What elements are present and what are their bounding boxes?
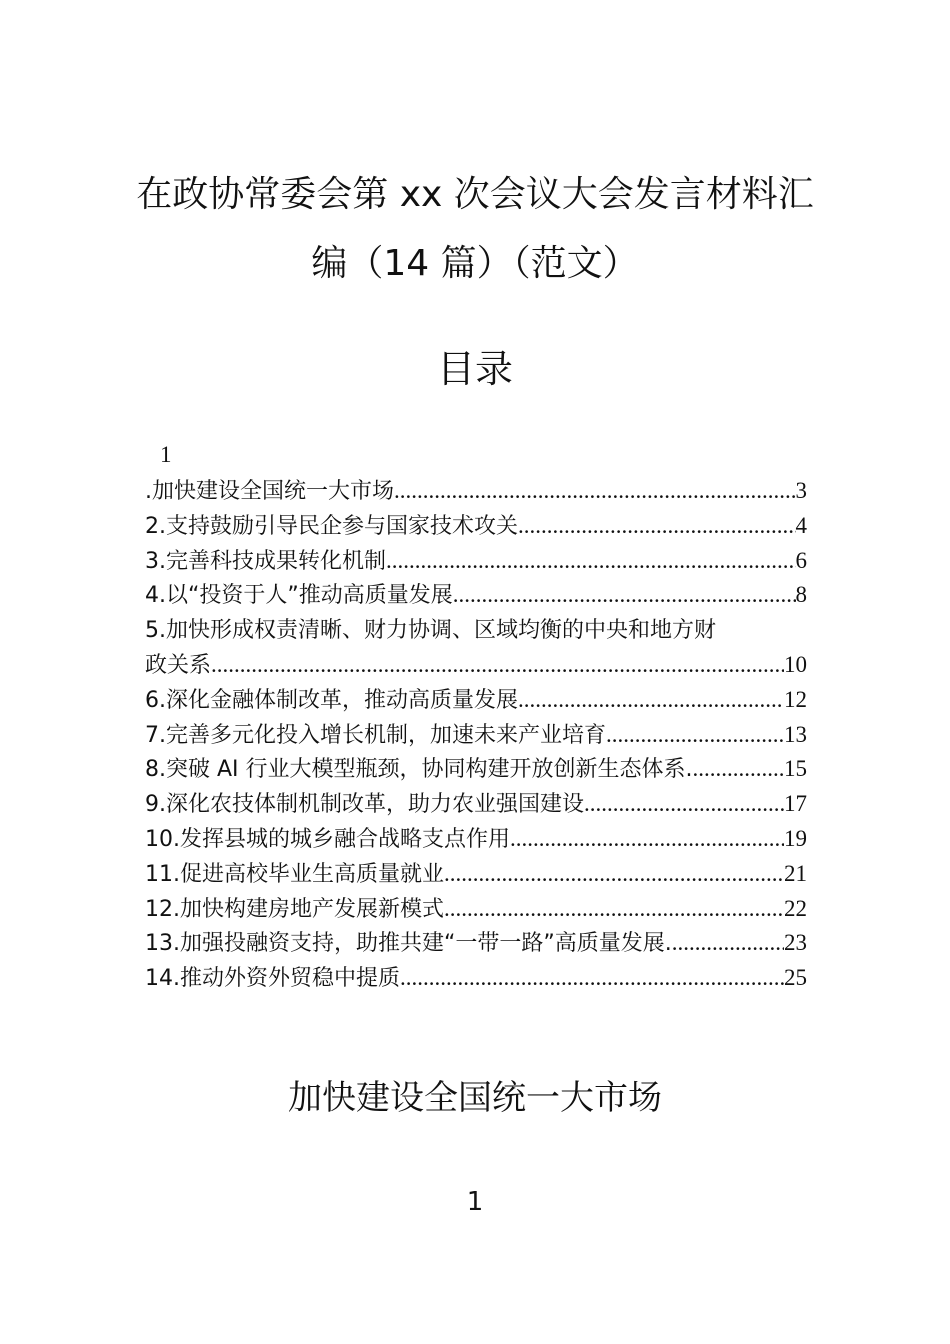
toc-dot-leader: [672, 926, 784, 961]
toc-entry-page: 12: [784, 686, 807, 712]
toc-entry-label: 2.支持鼓励引导民企参与国家技术攻关: [145, 513, 518, 539]
toc-entry-4[interactable]: [145, 578, 807, 613]
page-number: 1: [466, 1187, 484, 1217]
toc-entry-page: 10: [784, 651, 807, 677]
section-heading: 加快建设全国统一大市场: [288, 1078, 662, 1118]
toc-entry-label: 14.推动外资外贸稳中提质: [145, 966, 400, 992]
toc-entry-13[interactable]: [145, 926, 807, 961]
toc-dot-leader: [394, 474, 796, 509]
toc-entry-label: 10.发挥县城的城乡融合战略支点作用: [145, 826, 510, 852]
toc-dot-leader: [386, 544, 796, 579]
toc-dot-leader: [584, 787, 784, 822]
toc-entry-page: 23: [784, 930, 807, 956]
toc-dot-leader: [510, 822, 784, 857]
toc-entry-label: 3.完善科技成果转化机制: [145, 548, 386, 574]
toc-entry-page: 3: [795, 478, 807, 503]
toc-first-entry-number: 1: [160, 442, 172, 467]
toc-entry-2[interactable]: [145, 509, 807, 544]
toc-entry-label: 6.深化金融体制改革，推动高质量发展: [145, 687, 518, 713]
toc-entry-label: 5.加快形成权责清晰、财力协调、区域均衡的中央和地方财: [145, 618, 716, 644]
toc-entry-page: 21: [784, 860, 807, 886]
toc-entry-11[interactable]: [145, 857, 807, 892]
toc-entry-page: 25: [784, 965, 807, 991]
toc-entry-12[interactable]: [145, 892, 807, 927]
toc-dot-leader: [453, 578, 796, 613]
toc-entry-label: 12.加快构建房地产发展新模式: [145, 896, 444, 922]
toc-dot-leader: [518, 509, 796, 544]
toc-entry-page: 15: [784, 756, 807, 782]
toc-entry-5[interactable]: [145, 648, 807, 683]
toc-entry-label: 11.促进高校毕业生高质量就业: [145, 861, 444, 887]
toc-dot-leader: [400, 961, 784, 996]
toc-entry-14[interactable]: [145, 961, 807, 996]
toc-entry-5-line-1[interactable]: [145, 613, 807, 648]
toc-entry-label: 13.加强投融资支持，助推共建“一带一路”高质量发展.: [145, 931, 672, 957]
toc-entry-label: 9.深化农技体制机制改革，助力农业强国建设: [145, 792, 584, 818]
toc-entry-6[interactable]: [145, 683, 807, 718]
toc-entry-page: 4: [795, 512, 807, 538]
toc-entry-9[interactable]: [145, 787, 807, 822]
toc-entry-label: .加快建设全国统一大市场: [145, 479, 394, 504]
toc-entry-10[interactable]: [145, 822, 807, 857]
toc-dot-leader: [444, 892, 784, 927]
toc-entry-page: 17: [784, 791, 807, 817]
toc-entry-page: 13: [784, 721, 807, 747]
toc-entry-label: 7.完善多元化投入增长机制，加速未来产业培育: [145, 722, 606, 748]
toc-entry-page: 19: [784, 825, 807, 851]
toc-dot-leader: [693, 752, 784, 787]
toc-entry-page: 8: [795, 582, 807, 608]
toc-dot-leader: [518, 683, 784, 718]
toc-entry-1[interactable]: [145, 474, 807, 509]
toc-heading: 目录: [436, 347, 513, 391]
toc-entry-label: 政关系: [145, 652, 212, 678]
toc-entry-7[interactable]: [145, 718, 807, 753]
toc-entry-label: 4.以“投资于人”推动高质量发展: [145, 583, 453, 609]
toc-dot-leader: [211, 648, 784, 683]
toc-entry-page: 22: [784, 895, 807, 921]
toc-entry-page: 6: [795, 547, 807, 573]
toc-dot-leader: [444, 857, 784, 892]
table-of-contents: [145, 474, 807, 996]
toc-entry-3[interactable]: [145, 544, 807, 579]
toc-entry-8[interactable]: [145, 752, 807, 787]
toc-entry-label: 8.突破 AI 行业大模型瓶颈，协同构建开放创新生态体系.: [145, 757, 693, 783]
document-title-line-2: 编（14 篇）（范文）: [311, 243, 639, 284]
document-title-line-1: 在政协常委会第 xx 次会议大会发言材料汇: [136, 174, 814, 215]
toc-dot-leader: [606, 718, 784, 753]
